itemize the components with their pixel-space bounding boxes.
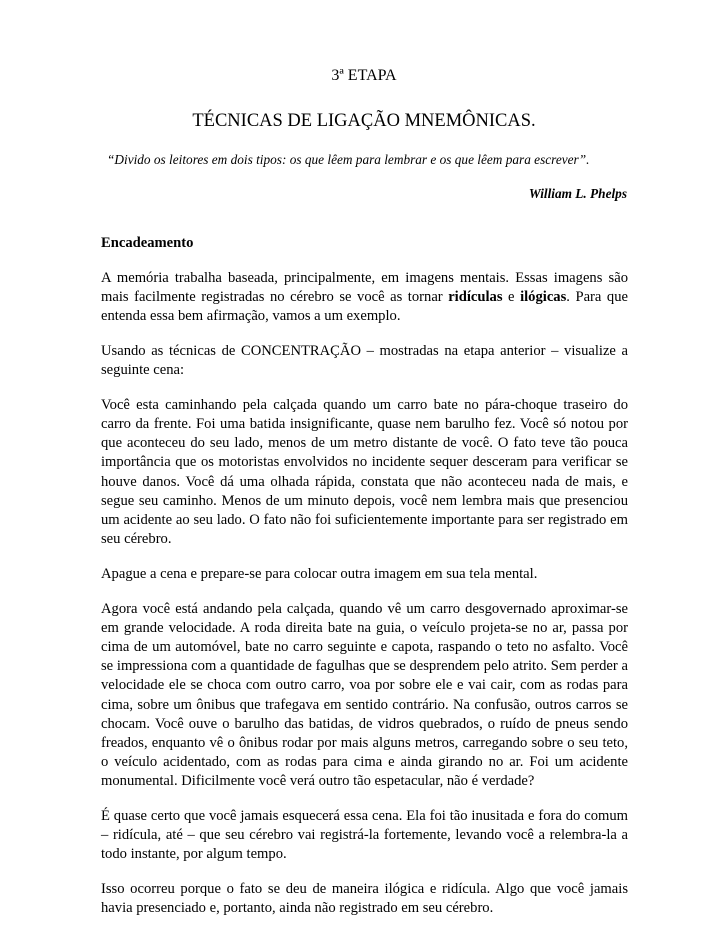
paragraph-5: Agora você está andando pela calçada, quando vê um carro desgovernado aproximar-se em grande velocidade. A roda direita bate na guia, o veículo projeta-se no ar, passa por cima de um automóvel, bate no carro seguinte e capota, raspando o teto no asfalto. Você se impressiona com a quantidade de fagulhas que se desprendem pelo atrito. Sem perder a velocidade ele se choca com outro carro, voa por sobre ele e vai cair, com as rodas para cima, sobre um ônibus que trafegava em sentido contrário. Na confusão, outros carros se chocam. Você ouve o barulho das batidas, de vidros quebrados, o ruído de pneus sendo freados, enquanto vê o ônibus rodar por mais alguns metros, carregando sobre o seu teto, o veículo acidentado, com as rodas para cima e ainda girando no ar. Foi um acidente monumental. Dificilmente você verá outro tão espetacular, não é verdade? (101, 600, 628, 790)
epigraph-author: William L. Phelps (528, 186, 627, 201)
stage-label: 3ª ETAPA (331, 67, 397, 84)
document-body (101, 234, 628, 934)
paragraph-3: Você esta caminhando pela calçada quando um carro bate no pára-choque traseiro do carro da frente. Foi uma batida insignificante, quase nem barulho fez. Você só notou por que aconteceu do seu lado, menos de um metro distante de você. O fato teve tão pouca importância que os motoristas envolvidos no incidente sequer desceram para verificar se houve danos. Você dá uma olhada rápida, constata que não aconteceu nada de mais, e segue seu caminho. Menos de um minuto depois, você nem lembra mais que presenciou um acidente ao seu lado. O fato não foi suficientemente importante para ser registrado em seu cérebro. (101, 396, 628, 548)
page-title: TÉCNICAS DE LIGAÇÃO MNEMÔNICAS. (192, 111, 536, 131)
paragraph-1-text-b: e (502, 288, 521, 305)
paragraph-1-text-c: . Para que entenda essa bem afirmação, vamos a um exemplo. (101, 288, 628, 325)
paragraph-2: Usando as técnicas de CONCENTRAÇÃO – mostradas na etapa anterior – visualize a seguinte cena: (101, 342, 628, 379)
paragraph-1-bold-ilogicas: ilógicas (520, 288, 567, 305)
paragraph-6: É quase certo que você jamais esquecerá essa cena. Ela foi tão inusitada e fora do comum – ridícula, até – que seu cérebro vai registrá-la fortemente, levando você a relembra-la a todo instante, por algum tempo. (101, 808, 628, 863)
paragraph-7: Isso ocorreu porque o fato se deu de maneira ilógica e ridícula. Algo que você jamais havia presenciado e, portanto, ainda não registrado em seu cérebro. (101, 881, 628, 917)
paragraph-4: Apague a cena e prepare-se para colocar outra imagem em sua tela mental. (101, 565, 538, 582)
paragraph-1-bold-ridiculas: ridículas (448, 288, 503, 305)
epigraph-quote: “Divido os leitores em dois tipos: os que lêem para lembrar e os que lêem para escrever”. (107, 152, 590, 167)
paragraph-1-text-a: A memória trabalha baseada, principalmente, em imagens mentais. Essas imagens são mais facilmente registradas no cérebro se você as tornar (101, 269, 628, 305)
paragraph-1 (101, 269, 628, 327)
section-heading: Encadeamento (101, 235, 194, 251)
